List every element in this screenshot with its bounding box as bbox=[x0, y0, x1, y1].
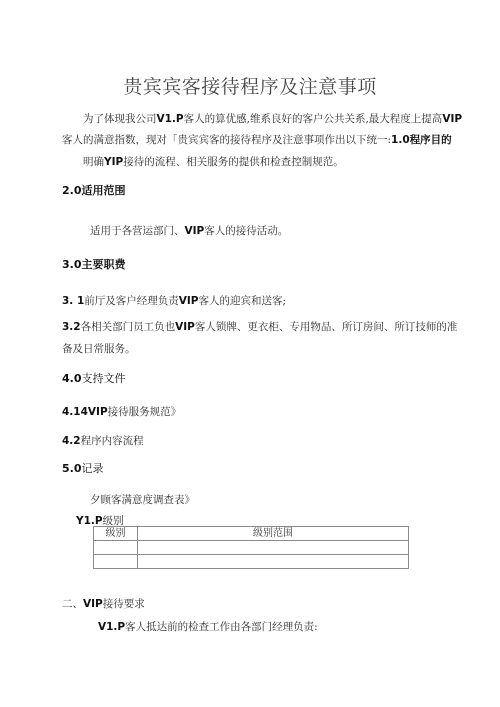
body-text: 适用于各营运部门、 bbox=[90, 225, 185, 237]
intro-bold: YIP bbox=[104, 156, 124, 168]
table-cell bbox=[138, 555, 409, 569]
table-row bbox=[94, 555, 409, 569]
body-text: 程序内容流程 bbox=[80, 435, 144, 447]
part-2-heading bbox=[62, 596, 145, 611]
item-number: 4.14VIP bbox=[62, 406, 108, 418]
section-4-item-2 bbox=[62, 433, 144, 448]
section-3-item-2 bbox=[62, 319, 457, 334]
part-2-line-1 bbox=[98, 619, 318, 634]
section-number: 4.0 bbox=[62, 372, 82, 385]
body-text: 前厅及客户经理负责 bbox=[84, 295, 179, 307]
section-number: 3.0 bbox=[62, 258, 82, 271]
intro-text: 客人的算优感,维系良好的客户公共关系,最大程度上提高 bbox=[183, 113, 443, 125]
body-bold: VIP bbox=[175, 321, 195, 333]
body-text: 级别 bbox=[102, 515, 124, 527]
intro-line-1 bbox=[83, 111, 462, 126]
section-4-item-1 bbox=[62, 404, 181, 419]
body-text: 接待服务规范》 bbox=[107, 406, 182, 418]
section-3-item-2-cont bbox=[62, 341, 136, 356]
intro-bold: 1.0程序目的 bbox=[391, 134, 452, 146]
section-2-heading bbox=[62, 182, 126, 198]
section-title: 支持文件 bbox=[81, 372, 126, 385]
item-number: 3. 1 bbox=[62, 295, 85, 307]
table-cell bbox=[94, 541, 138, 555]
section-5-heading bbox=[62, 460, 104, 476]
body-bold: VIP bbox=[178, 295, 199, 307]
body-text: 客人的迎宾和送客; bbox=[198, 295, 287, 307]
intro-text: 为了体现我公司 bbox=[83, 113, 157, 125]
body-text: 客人的接待活动。 bbox=[204, 225, 289, 237]
table-cell bbox=[94, 555, 138, 569]
section-2-body bbox=[90, 223, 288, 238]
body-bold: V1.P bbox=[98, 621, 126, 633]
table-row bbox=[94, 541, 409, 555]
document-title: 贵宾宾客接待程序及注意事项 bbox=[123, 76, 377, 98]
record-form-name: 夕顾客满意度调查表》 bbox=[90, 494, 195, 506]
intro-text: 明确 bbox=[83, 156, 104, 168]
intro-line-2 bbox=[62, 132, 452, 147]
heading-text: 接待要求 bbox=[102, 598, 145, 610]
body-text: 备及日常服务。 bbox=[62, 343, 136, 355]
section-3-heading bbox=[62, 256, 126, 272]
section-title: 记录 bbox=[81, 462, 104, 475]
section-3-item-1 bbox=[62, 293, 286, 308]
table-header-range: 级别范围 bbox=[138, 527, 409, 541]
item-number: 3.2 bbox=[62, 321, 81, 333]
intro-bold: V1.P bbox=[156, 113, 184, 125]
body-text: 各相关部门员工负也 bbox=[80, 321, 176, 333]
body-text: 客人锁牌、更衣柜、专用物品、所订房间、所订技师的准 bbox=[194, 321, 458, 333]
body-bold: VIP bbox=[184, 225, 205, 237]
body-text: 客人抵达前的检查工作由各部门经理负责: bbox=[125, 621, 318, 633]
vip-level-table bbox=[93, 526, 409, 569]
table-cell bbox=[138, 541, 409, 555]
intro-line-3 bbox=[83, 154, 344, 169]
item-number: Y1.P bbox=[76, 515, 103, 527]
section-number: 5.0 bbox=[62, 462, 82, 475]
table-header-row bbox=[94, 527, 409, 541]
section-title: 主要职费 bbox=[81, 258, 126, 271]
heading-prefix: 二、 bbox=[62, 598, 83, 610]
intro-text: 接待的流程、相关服务的提供和检查控制规范。 bbox=[123, 156, 344, 168]
item-number: 4.2 bbox=[62, 435, 81, 447]
intro-bold: VIP bbox=[442, 113, 463, 125]
intro-text: 客人的满意指数，现对「贵宾宾客的接待程序及注意事项作出以下统一: bbox=[62, 134, 392, 146]
section-title: 适用范围 bbox=[81, 184, 126, 197]
section-4-heading bbox=[62, 370, 126, 386]
section-number: 2.0 bbox=[62, 184, 82, 197]
body-bold: VIP bbox=[83, 598, 103, 610]
table-header-level: 级别 bbox=[94, 527, 138, 541]
